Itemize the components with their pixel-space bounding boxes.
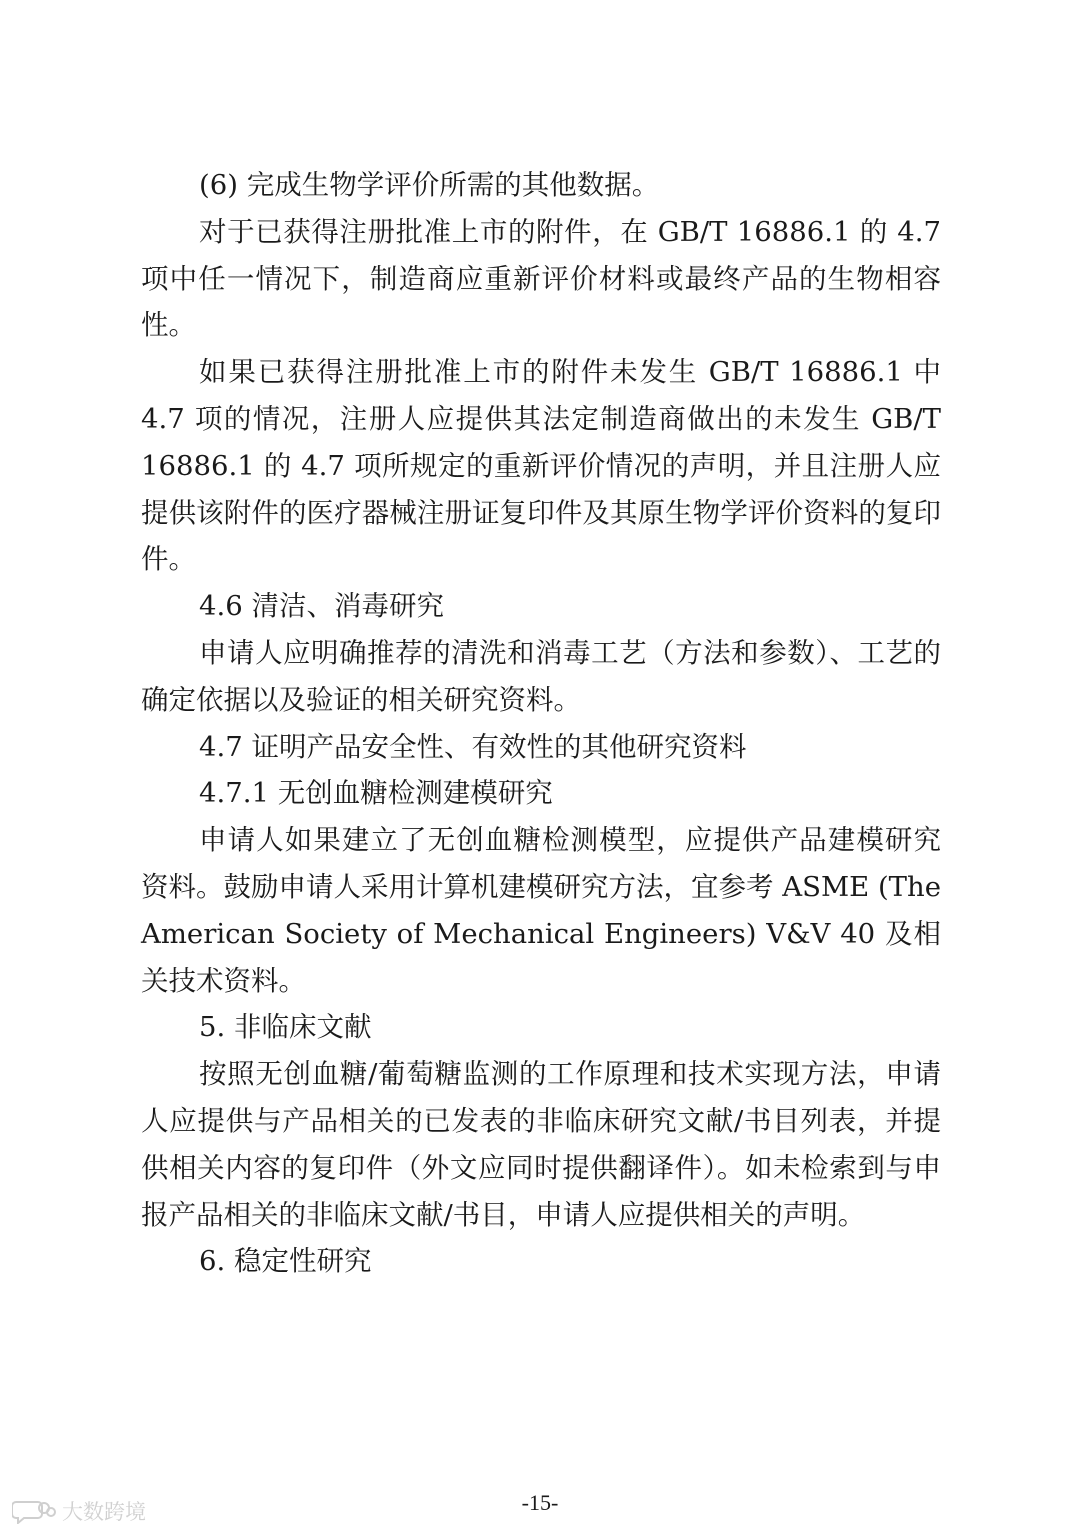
body-paragraph: 申请人如果建立了无创血糖检测模型，应提供产品建模研究资料。鼓励申请人采用计算机建模研究方法，宜参考 ASME (The American Society of Mechanical Engineers) V&V 40 及相关技术资料。 bbox=[141, 824, 941, 997]
body-paragraph: 申请人应明确推荐的清洗和消毒工艺（方法和参数）、工艺的确定依据以及验证的相关研究资料。 bbox=[141, 636, 941, 716]
list-item-6: (6) 完成生物学评价所需的其他数据。 bbox=[199, 169, 660, 201]
section-heading-4-7: 4.7 证明产品安全性、有效性的其他研究资料 bbox=[199, 730, 747, 763]
page-content bbox=[141, 162, 941, 1285]
watermark-text: 大数跨境 bbox=[62, 1500, 146, 1524]
body-paragraph: 对于已获得注册批准上市的附件，在 GB/T 16886.1 的 4.7 项中任一情况下，制造商应重新评价材料或最终产品的生物相容性。 bbox=[141, 215, 941, 342]
body-paragraph: 如果已获得注册批准上市的附件未发生 GB/T 16886.1 中 4.7 项的情况，注册人应提供其法定制造商做出的未发生 GB/T 16886.1 的 4.7 项所规定的重新评价情况的声明，并且注册人应提供该附件的医疗器械注册证复印件及其原生物学评价资料的复印件。 bbox=[141, 356, 941, 576]
page-number: -15- bbox=[521, 1490, 559, 1515]
section-heading-6: 6. 稳定性研究 bbox=[199, 1245, 372, 1278]
watermark bbox=[12, 1496, 146, 1526]
section-heading-4-7-1: 4.7.1 无创血糖检测建模研究 bbox=[199, 777, 553, 810]
body-paragraph: 按照无创血糖/葡萄糖监测的工作原理和技术实现方法，申请人应提供与产品相关的已发表的非临床研究文献/书目列表，并提供相关内容的复印件（外文应同时提供翻译件）。如未检索到与申报产品相关的非临床文献/书目，申请人应提供相关的声明。 bbox=[141, 1058, 941, 1231]
chat-bubble-logo-icon bbox=[12, 1498, 56, 1524]
section-heading-5: 5. 非临床文献 bbox=[199, 1011, 372, 1044]
section-heading-4-6: 4.6 清洁、消毒研究 bbox=[199, 590, 444, 623]
